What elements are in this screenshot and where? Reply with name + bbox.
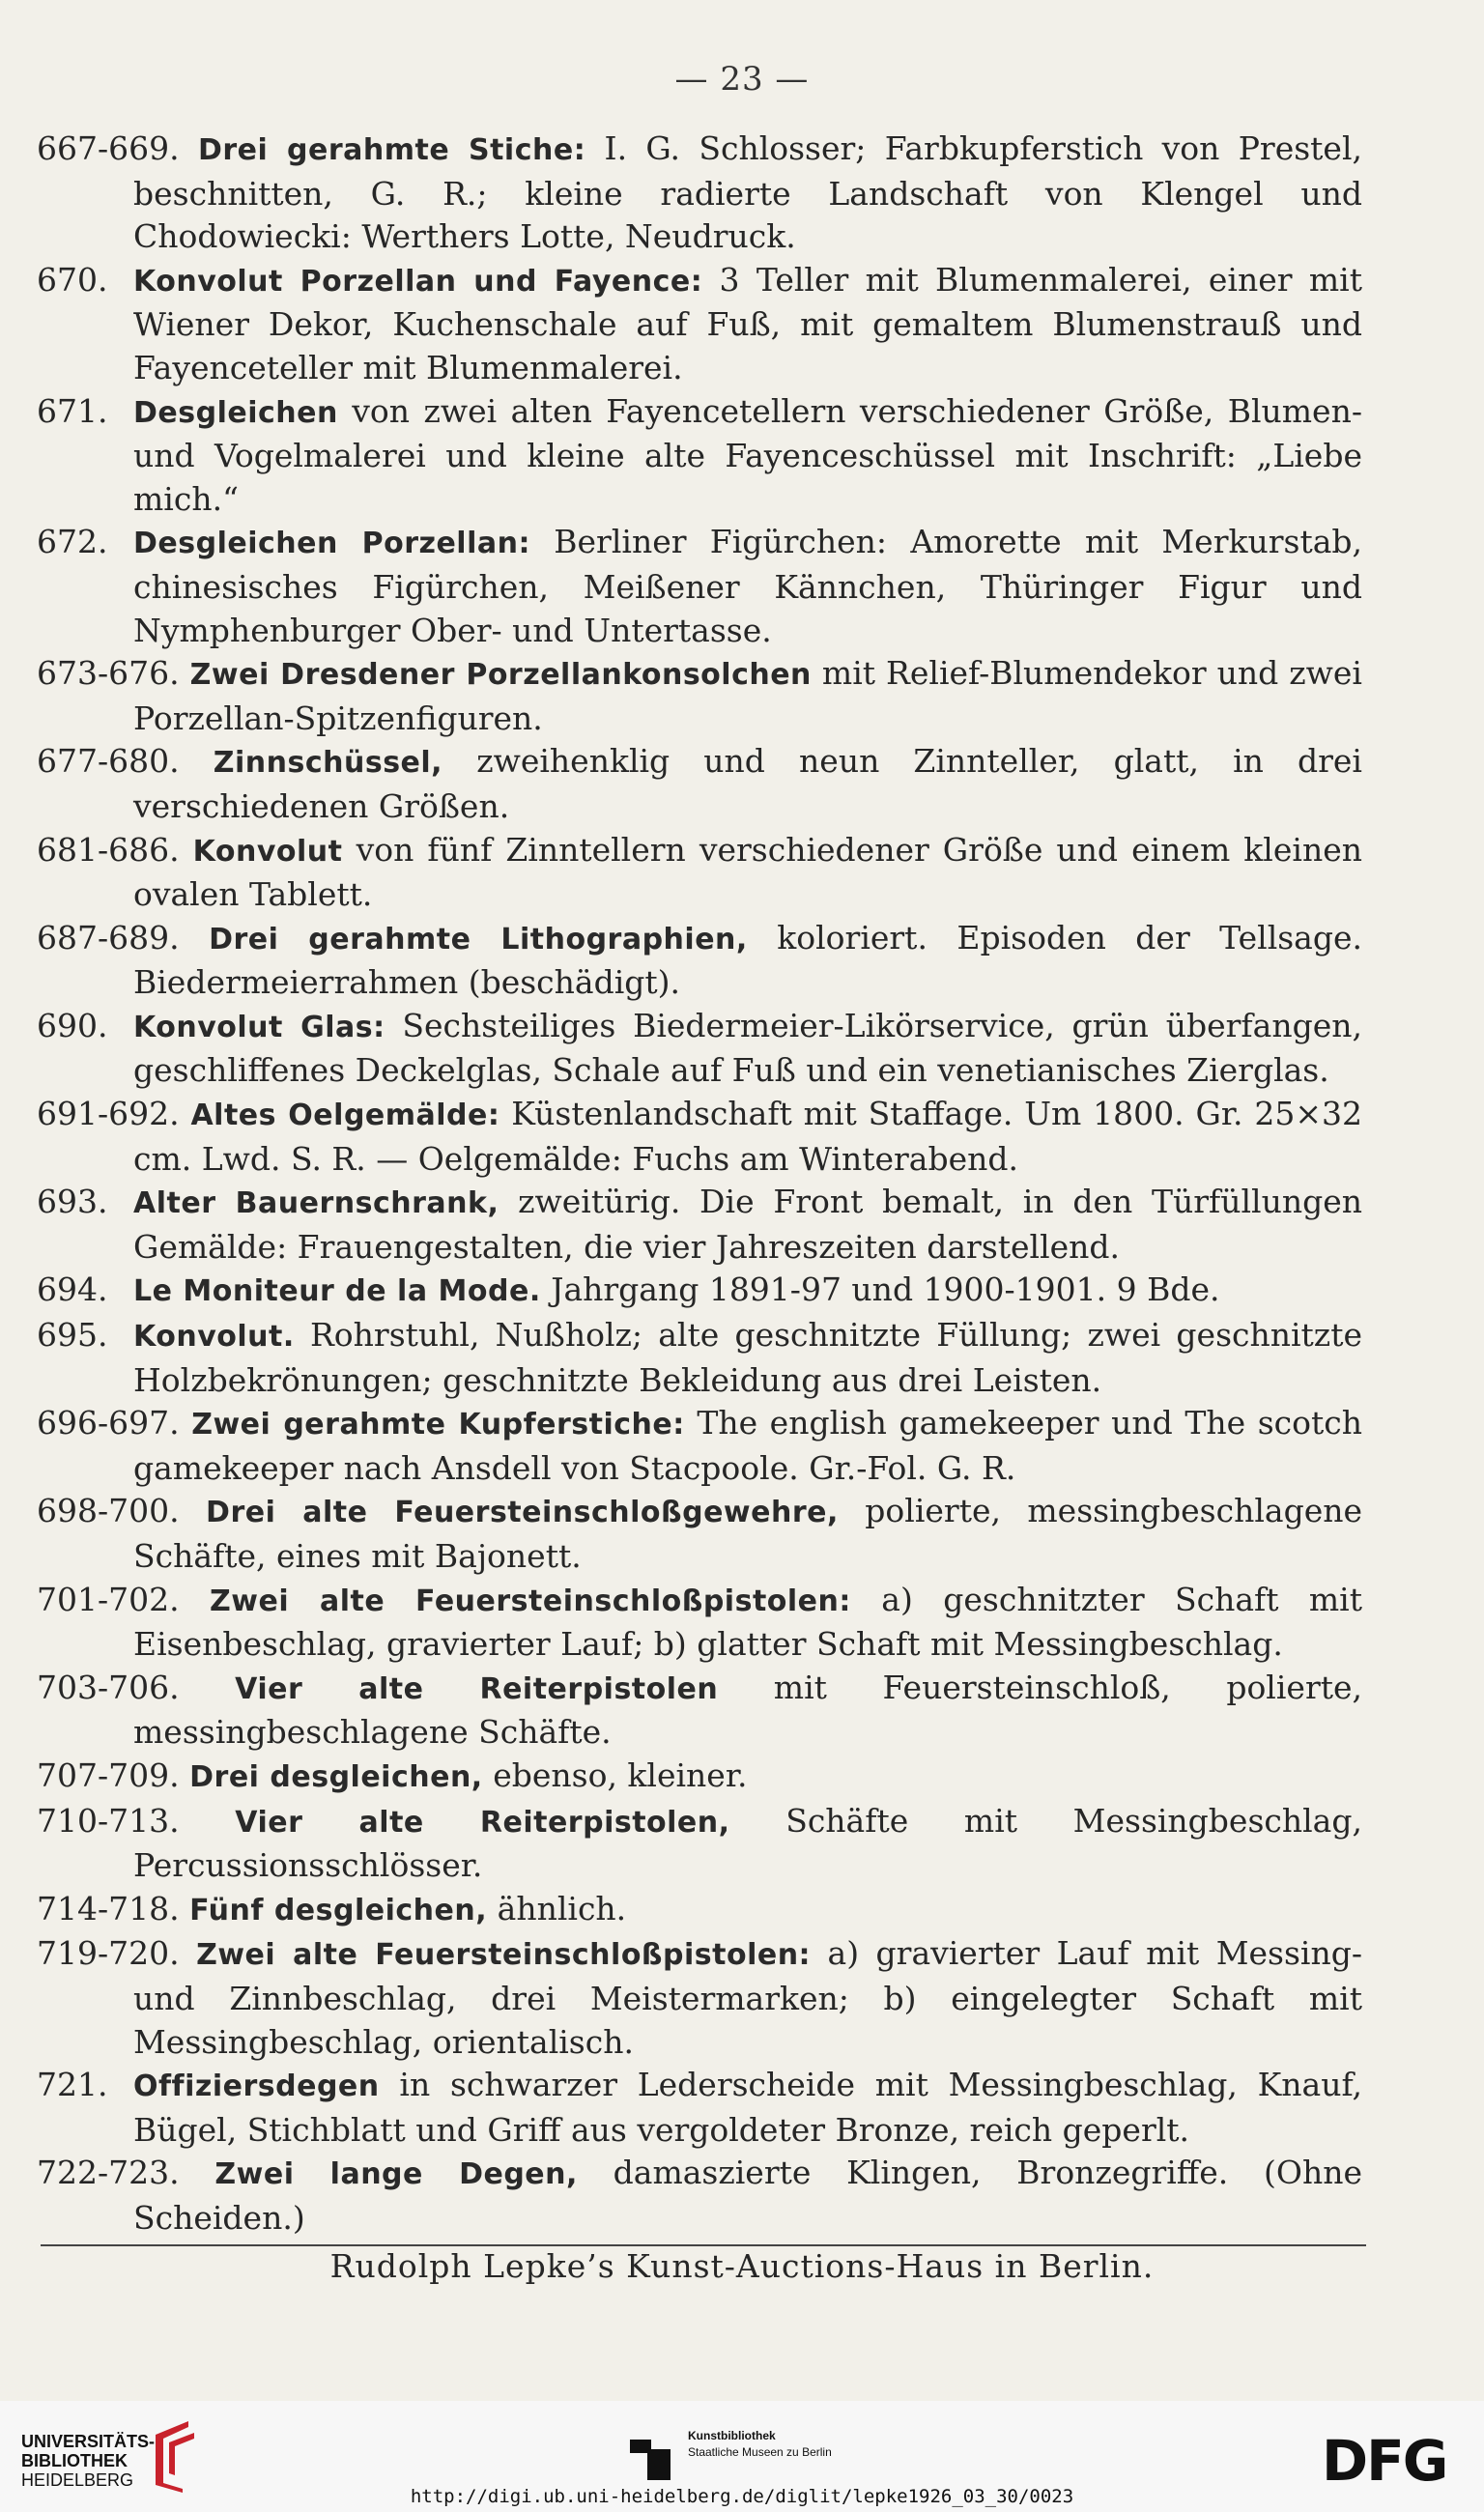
kb-logo-line2: Staatliche Museen zu Berlin (688, 2445, 832, 2459)
lot-number: 673-676. (37, 654, 180, 693)
lot-number: 698-700. (37, 1492, 180, 1530)
catalog-entry (37, 917, 1362, 1005)
lot-description: a) gravierter Lauf mit Messing- und Zinnbeschlag, drei Meistermarken; b) eingelegter Schaft mit Messingbeschlag, orientalisch. (133, 1934, 1362, 2061)
lot-description: koloriert. Episoden der Tellsage. Biedermeierrahmen (beschädigt). (133, 918, 1363, 1002)
lot-description: damaszierte Klingen, Bronzegriffe. (Ohne Scheiden.) (133, 2154, 1362, 2237)
lot-title: Fünf desgleichen, (189, 1893, 488, 1927)
lot-title: Konvolut (192, 834, 343, 869)
lot-title: Drei desgleichen, (189, 1759, 483, 1794)
lot-description: zweitürig. Die Front bemalt, in den Türfüllungen Gemälde: Frauengestalten, die vier Jahreszeiten darstellend. (133, 1183, 1362, 1266)
lot-title: Alter Bauernschrank, (133, 1186, 499, 1221)
lot-number: 696-697. (37, 1404, 180, 1442)
lot-description: The english gamekeeper und The scotch gamekeeper nach Ansdell von Stacpoole. Gr.-Fol. G. R. (133, 1404, 1362, 1487)
lot-title: Drei gerahmte Stiche: (197, 133, 586, 167)
lot-title: Drei alte Feuersteinschloßgewehre, (206, 1496, 839, 1530)
catalog-entry (37, 2152, 1362, 2240)
ub-logo-line1: UNIVERSITÄTS- (21, 2432, 156, 2451)
lot-description: Rohrstuhl, Nußholz; alte geschnitzte Füllung; zwei geschnitzte Holzbekrönungen; geschnitzte Bekleidung aus drei Leisten. (133, 1316, 1362, 1399)
lot-number: 670. (37, 260, 108, 299)
lot-description: ebenso, kleiner. (493, 1756, 748, 1794)
lot-description: a) geschnitzter Schaft mit Eisenbeschlag, gravierter Lauf; b) glatter Schaft mit Messingbeschlag. (133, 1580, 1362, 1664)
lot-number: 681-686. (37, 830, 180, 869)
lot-description: I. G. Schlosser; Farbkupferstich von Prestel, beschnitten, G. R.; kleine radierte Landschaft von Klengel und Chodowiecki: Werthers Lotte, Neudruck. (133, 129, 1363, 256)
lot-description: Jahrgang 1891-97 und 1900-1901. 9 Bde. (551, 1270, 1220, 1309)
lot-title: Desgleichen (133, 395, 338, 430)
catalog-entry (37, 390, 1362, 522)
lot-number: 687-689. (37, 918, 180, 956)
ub-emblem-icon (150, 2415, 204, 2493)
lot-number: 721. (37, 2066, 108, 2104)
lot-description: Küstenlandschaft mit Staffage. Um 1800. Gr. 25×32 cm. Lwd. S. R. — Oelgemälde: Fuchs am Winterabend. (133, 1095, 1362, 1178)
catalog-entry (37, 1093, 1362, 1181)
catalog-entry (37, 1800, 1362, 1888)
lot-number: 707-709. (37, 1756, 180, 1794)
lot-title: Vier alte Reiterpistolen (235, 1671, 719, 1706)
lot-title: Konvolut Glas: (133, 1010, 385, 1044)
lot-description: zweihenklig und neun Zinnteller, glatt, in drei verschiedenen Größen. (133, 742, 1362, 825)
lot-title: Drei gerahmte Lithographien, (209, 922, 748, 956)
lot-number: 694. (37, 1270, 108, 1309)
ub-heidelberg-logo[interactable] (21, 2432, 155, 2490)
catalog-entry (37, 1755, 1362, 1800)
permalink-url[interactable]: http://digi.ub.uni-heidelberg.de/diglit/lepke1926_03_30/0023 (410, 2486, 1074, 2507)
page-number: — 23 — (674, 60, 810, 99)
lot-title: Desgleichen Porzellan: (133, 527, 530, 561)
lot-title: Konvolut Porzellan und Fayence: (133, 264, 703, 299)
lot-title: Altes Oelgemälde: (190, 1099, 500, 1133)
catalog-entry (37, 1314, 1362, 1402)
lot-number: 719-720. (37, 1934, 180, 1973)
kb-logo-line1: Kunstbibliothek (688, 2429, 776, 2442)
lot-description: von fünf Zinntellern verschiedener Größe und einem kleinen ovalen Tablett. (133, 830, 1362, 914)
lot-title: Le Moniteur de la Mode. (133, 1274, 541, 1309)
lot-number: 677-680. (37, 742, 180, 781)
lot-description: Berliner Figürchen: Amorette mit Merkurstab, chinesisches Figürchen, Meißener Kännchen, Thüringer Figur und Nymphenburger Ober- und Untertasse. (133, 523, 1362, 649)
catalog-entry (37, 1402, 1362, 1490)
kunstbibliothek-emblem-icon (630, 2440, 676, 2482)
catalog-entry (37, 259, 1362, 390)
lot-number: 667-669. (37, 129, 180, 167)
catalog-entries (37, 128, 1362, 2241)
lot-number: 703-706. (37, 1668, 180, 1706)
catalog-entry (37, 128, 1362, 259)
lot-number: 710-713. (37, 1801, 180, 1840)
lot-title: Zwei lange Degen, (214, 2157, 578, 2192)
lot-description: ähnlich. (497, 1889, 627, 1927)
lot-number: 690. (37, 1006, 108, 1044)
lot-description: von zwei alten Fayencetellern verschiedener Größe, Blumen- und Vogelmalerei und kleine alte Fayenceschüssel mit Inschrift: „Liebe mich.“ (133, 391, 1362, 518)
ub-logo-line2: BIBLIOTHEK (21, 2451, 128, 2470)
lot-number: 672. (37, 523, 108, 561)
lot-title: Zwei alte Feuersteinschloßpistolen: (210, 1584, 851, 1618)
catalog-entry (37, 1005, 1362, 1093)
lot-description: Sechsteiliges Biedermeier-Likörservice, grün überfangen, geschliffenes Deckelglas, Schale auf Fuß und ein venetianisches Zierglas. (133, 1006, 1362, 1090)
lot-number: 693. (37, 1183, 108, 1221)
dfg-logo[interactable]: DFG (1322, 2428, 1447, 2494)
lot-title: Vier alte Reiterpistolen, (235, 1805, 730, 1840)
lot-description: Schäfte mit Messingbeschlag, Percussionsschlösser. (133, 1801, 1362, 1885)
lot-description: mit Feuersteinschloß, polierte, messingbeschlagene Schäfte. (133, 1668, 1362, 1752)
lot-number: 671. (37, 391, 108, 430)
lot-number: 701-702. (37, 1580, 180, 1618)
lot-description: 3 Teller mit Blumenmalerei, einer mit Wiener Dekor, Kuchenschale auf Fuß, mit gemaltem Blumenstrauß und Fayenceteller mit Blumenmalerei. (133, 260, 1362, 386)
catalog-entry (37, 1579, 1362, 1667)
lot-number: 695. (37, 1316, 108, 1355)
lot-title: Konvolut. (133, 1320, 295, 1355)
catalog-entry (37, 1932, 1362, 2064)
lot-description: in schwarzer Lederscheide mit Messingbeschlag, Knauf, Bügel, Stichblatt und Griff aus vergoldeter Bronze, reich geperlt. (133, 2066, 1362, 2149)
footer-publisher: Rudolph Lepke’s Kunst-Auctions-Haus in Berlin. (329, 2247, 1155, 2285)
footer-divider (41, 2244, 1366, 2246)
lot-description: polierte, messingbeschlagene Schäfte, eines mit Bajonett. (133, 1492, 1363, 1575)
catalog-entry (37, 1888, 1362, 1933)
catalog-entry (37, 652, 1362, 740)
lot-title: Zwei Dresdener Porzellankonsolchen (189, 658, 812, 693)
lot-number: 722-723. (37, 2154, 180, 2192)
catalog-entry (37, 2064, 1362, 2152)
catalog-entry (37, 1490, 1362, 1578)
lot-number: 691-692. (37, 1095, 180, 1133)
lot-title: Zwei gerahmte Kupferstiche: (191, 1408, 685, 1442)
lot-title: Zwei alte Feuersteinschloßpistolen: (196, 1938, 812, 1973)
catalog-entry (37, 1667, 1362, 1755)
lot-title: Zinnschüssel, (213, 746, 443, 781)
lot-description: mit Relief-Blumendekor und zwei Porzellan-Spitzenfiguren. (133, 654, 1362, 737)
lot-number: 714-718. (37, 1889, 180, 1927)
catalog-entry (37, 740, 1362, 828)
catalog-entry (37, 829, 1362, 917)
ub-logo-line3: HEIDELBERG (21, 2470, 134, 2490)
catalog-entry (37, 521, 1362, 652)
lot-title: Offiziersdegen (133, 2070, 380, 2104)
catalog-entry (37, 1181, 1362, 1269)
catalog-entry (37, 1269, 1362, 1314)
kunstbibliothek-logo[interactable] (688, 2428, 832, 2461)
